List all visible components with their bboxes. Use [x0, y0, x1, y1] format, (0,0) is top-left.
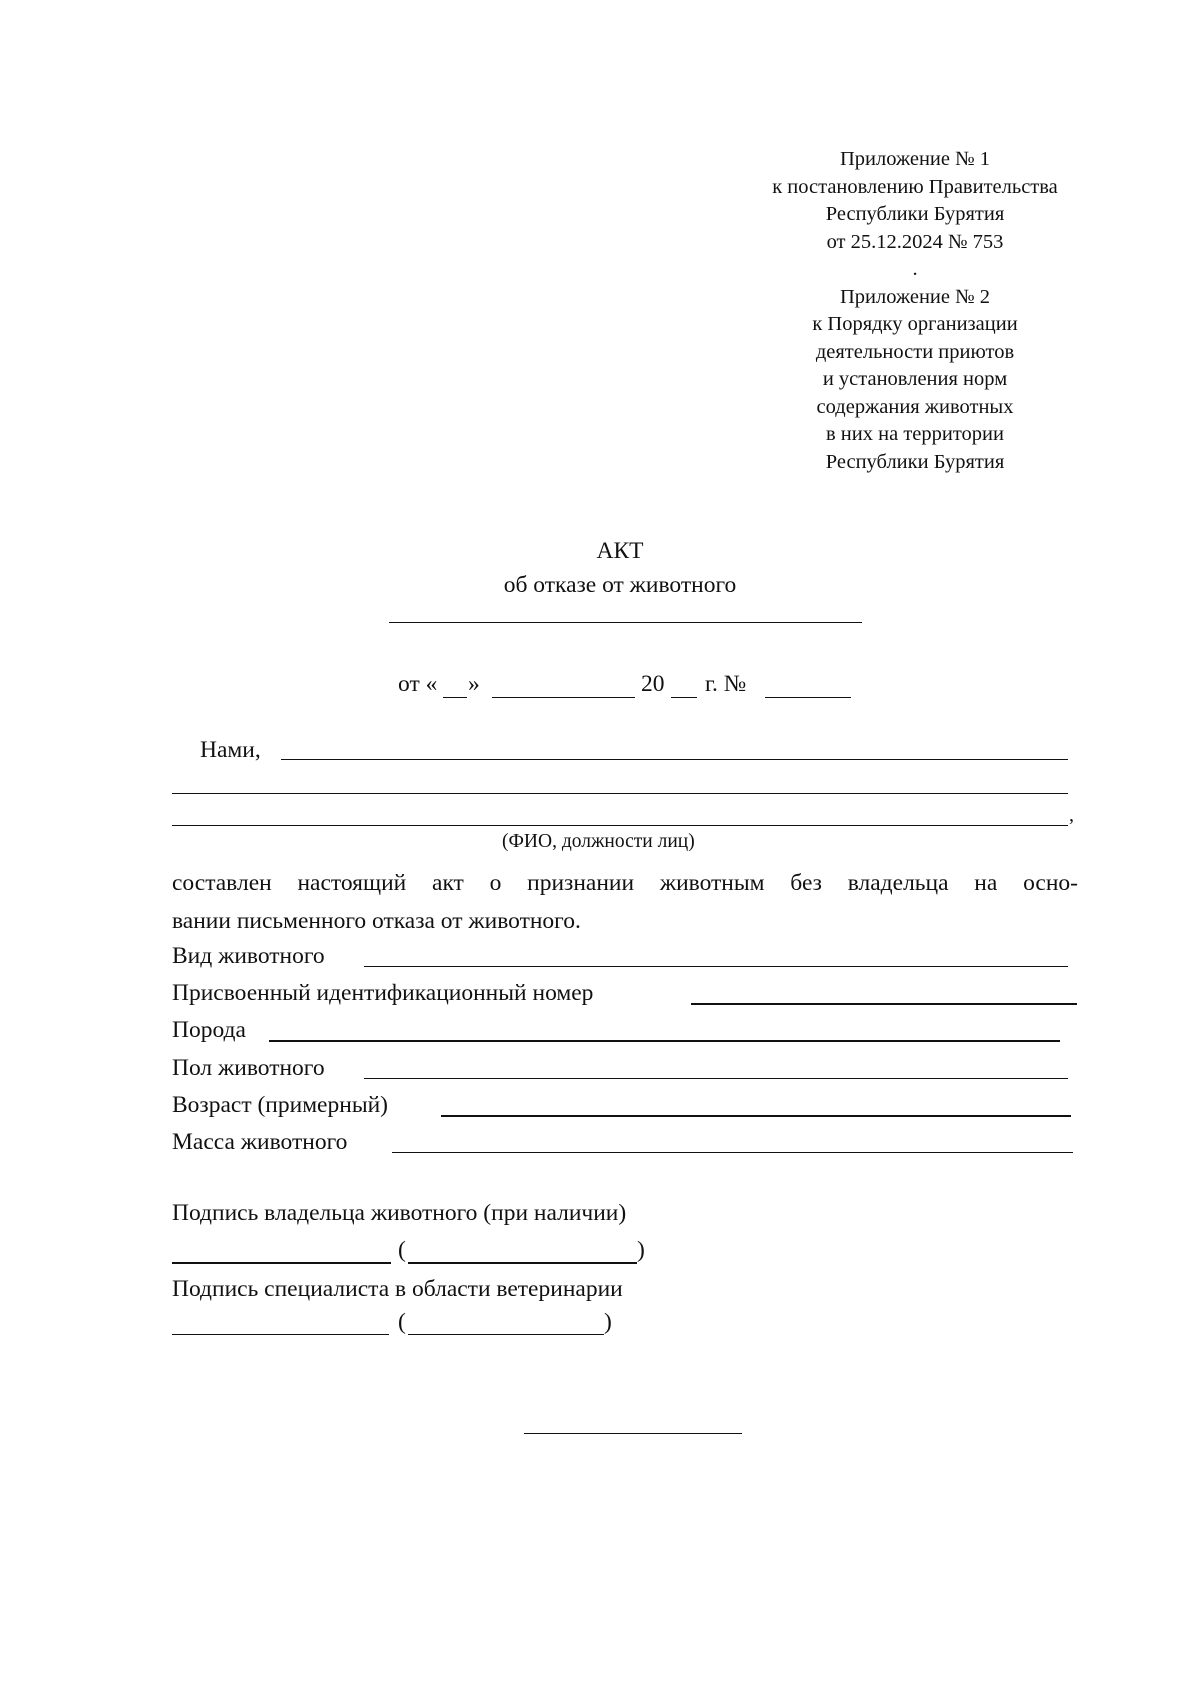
- header-line: Приложение № 2: [839, 285, 991, 308]
- act-number-label: г. №: [705, 671, 747, 697]
- title-line-subject: об отказе от животного: [503, 572, 737, 598]
- field-id-number-label: Присвоенный идентификационный номер: [172, 980, 594, 1006]
- members-caption: (ФИО, должности лиц): [502, 831, 695, 852]
- vet-name-open-paren: (: [398, 1309, 406, 1335]
- date-close-quote: »: [468, 671, 480, 697]
- header-line: Республики Бурятия: [825, 450, 1005, 473]
- members-blank-2[interactable]: [172, 793, 1068, 794]
- year-prefix: 20: [641, 671, 665, 697]
- vet-name-close-paren: ): [604, 1309, 612, 1335]
- field-sex-blank[interactable]: [364, 1078, 1068, 1079]
- header-line: Республики Бурятия: [825, 203, 1005, 225]
- field-species-label: Вид животного: [172, 943, 325, 969]
- end-divider: [524, 1433, 742, 1434]
- field-weight-blank[interactable]: [392, 1152, 1073, 1153]
- owner-signature-label: Подпись владельца животного (при наличии): [172, 1200, 627, 1226]
- field-weight-label: Масса животного: [172, 1129, 348, 1155]
- header-line: и установления норм: [822, 368, 1008, 390]
- members-blank-1[interactable]: [281, 759, 1068, 760]
- field-species-blank[interactable]: [364, 966, 1068, 967]
- field-id-number-blank[interactable]: [691, 1003, 1077, 1005]
- header-line: деятельности приютов: [815, 340, 1015, 363]
- statement-line-2: вании письменного отказа от животного.: [172, 908, 581, 934]
- header-line: к постановлению Правительства: [772, 175, 1058, 198]
- statement-paragraph: [172, 864, 1078, 940]
- approval-header: [720, 146, 1110, 476]
- vet-signature-label: Подпись специалиста в области ветеринарии: [172, 1276, 623, 1302]
- owner-name-open-paren: (: [398, 1237, 406, 1263]
- month-blank[interactable]: [492, 697, 635, 698]
- owner-name-close-paren: ): [637, 1237, 645, 1263]
- owner-signature-blank[interactable]: [172, 1262, 391, 1264]
- field-sex-label: Пол животного: [172, 1055, 325, 1081]
- title-underline: [389, 622, 862, 623]
- header-line: Приложение № 1: [839, 148, 991, 170]
- document-title: [300, 534, 940, 602]
- header-line: в них на территории: [826, 423, 1004, 445]
- title-line-act: АКТ: [596, 538, 644, 564]
- field-breed-label: Порода: [172, 1017, 246, 1043]
- header-line: .: [912, 258, 918, 280]
- field-age-label: Возраст (примерный): [172, 1092, 389, 1118]
- members-label: Нами,: [200, 737, 261, 763]
- header-line: к Порядку организации: [812, 313, 1018, 335]
- header-line: содержания животных: [816, 395, 1014, 418]
- members-blank-3[interactable]: [172, 825, 1068, 826]
- vet-name-blank[interactable]: [408, 1334, 604, 1335]
- members-comma: ,: [1069, 804, 1074, 826]
- year-blank[interactable]: [671, 697, 697, 698]
- field-breed-blank[interactable]: [269, 1040, 1060, 1042]
- date-prefix: от «: [398, 671, 438, 697]
- field-age-blank[interactable]: [441, 1115, 1071, 1117]
- day-blank[interactable]: [443, 697, 467, 698]
- owner-name-blank[interactable]: [408, 1262, 637, 1264]
- act-number-blank[interactable]: [765, 697, 851, 698]
- statement-line-1: составлен настоящий акт о признании животным без владельца на осно-: [172, 870, 1078, 896]
- header-line: от 25.12.2024 № 753: [826, 230, 1004, 253]
- vet-signature-blank[interactable]: [172, 1334, 389, 1335]
